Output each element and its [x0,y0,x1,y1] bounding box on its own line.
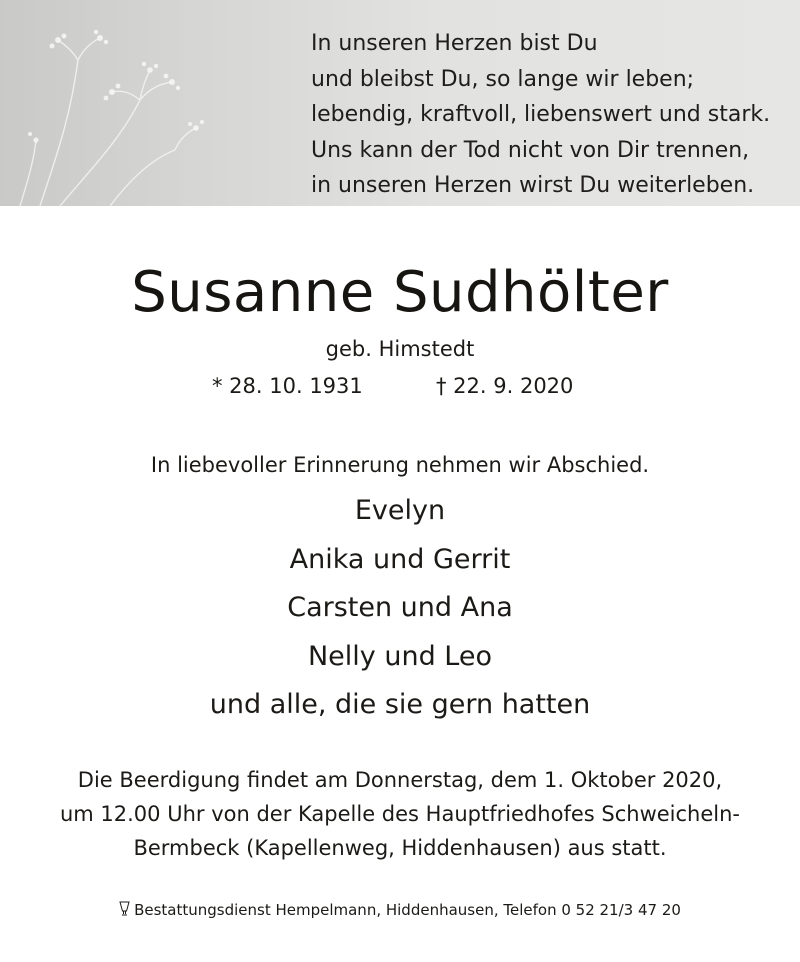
maiden-name: geb. Himstedt [325,337,475,361]
mourner-name: Nelly und Leo [307,640,493,672]
undertaker-info [0,899,800,922]
header-photo-banner [0,0,800,206]
dried-plant-image [0,0,300,206]
death-date: † 22. 9. 2020 [436,374,574,398]
poem-line: in unseren Herzen wirst Du weiterleben. [311,173,755,198]
memorial-poem [311,26,770,204]
funeral-notice [0,763,800,865]
poem-line: Uns kann der Tod nicht von Dir trennen, [311,137,750,163]
mourner-name: Anika und Gerrit [289,543,511,575]
mourner-name: und alle, die sie gern hatten [209,689,591,720]
poem-line: In unseren Herzen bist Du [311,31,598,56]
mourner-name: Evelyn [354,495,446,526]
funeral-line: um 12.00 Uhr von der Kapelle des Hauptfriedhofes Schweicheln- [59,802,741,826]
urn-icon [119,900,130,922]
mourners-list [0,487,800,730]
life-dates [0,371,800,401]
deceased-name: Susanne Sudhölter [131,260,669,325]
poem-line: lebendig, kraftvoll, liebenswert und stark. [311,102,771,127]
mourner-name: Carsten und Ana [287,592,513,623]
funeral-line: Bermbeck (Kapellenweg, Hiddenhausen) aus statt. [133,836,667,860]
farewell-intro: In liebevoller Erinnerung nehmen wir Abschied. [150,453,650,477]
undertaker-text: Bestattungsdienst Hempelmann, Hiddenhausen, Telefon 0 52 21/3 47 20 [134,901,681,919]
funeral-line: Die Beerdigung findet am Donnerstag, dem 1. Oktober 2020, [77,768,723,792]
poem-line: und bleibst Du, so lange wir leben; [311,66,695,92]
birth-date: * 28. 10. 1931 [212,374,363,398]
